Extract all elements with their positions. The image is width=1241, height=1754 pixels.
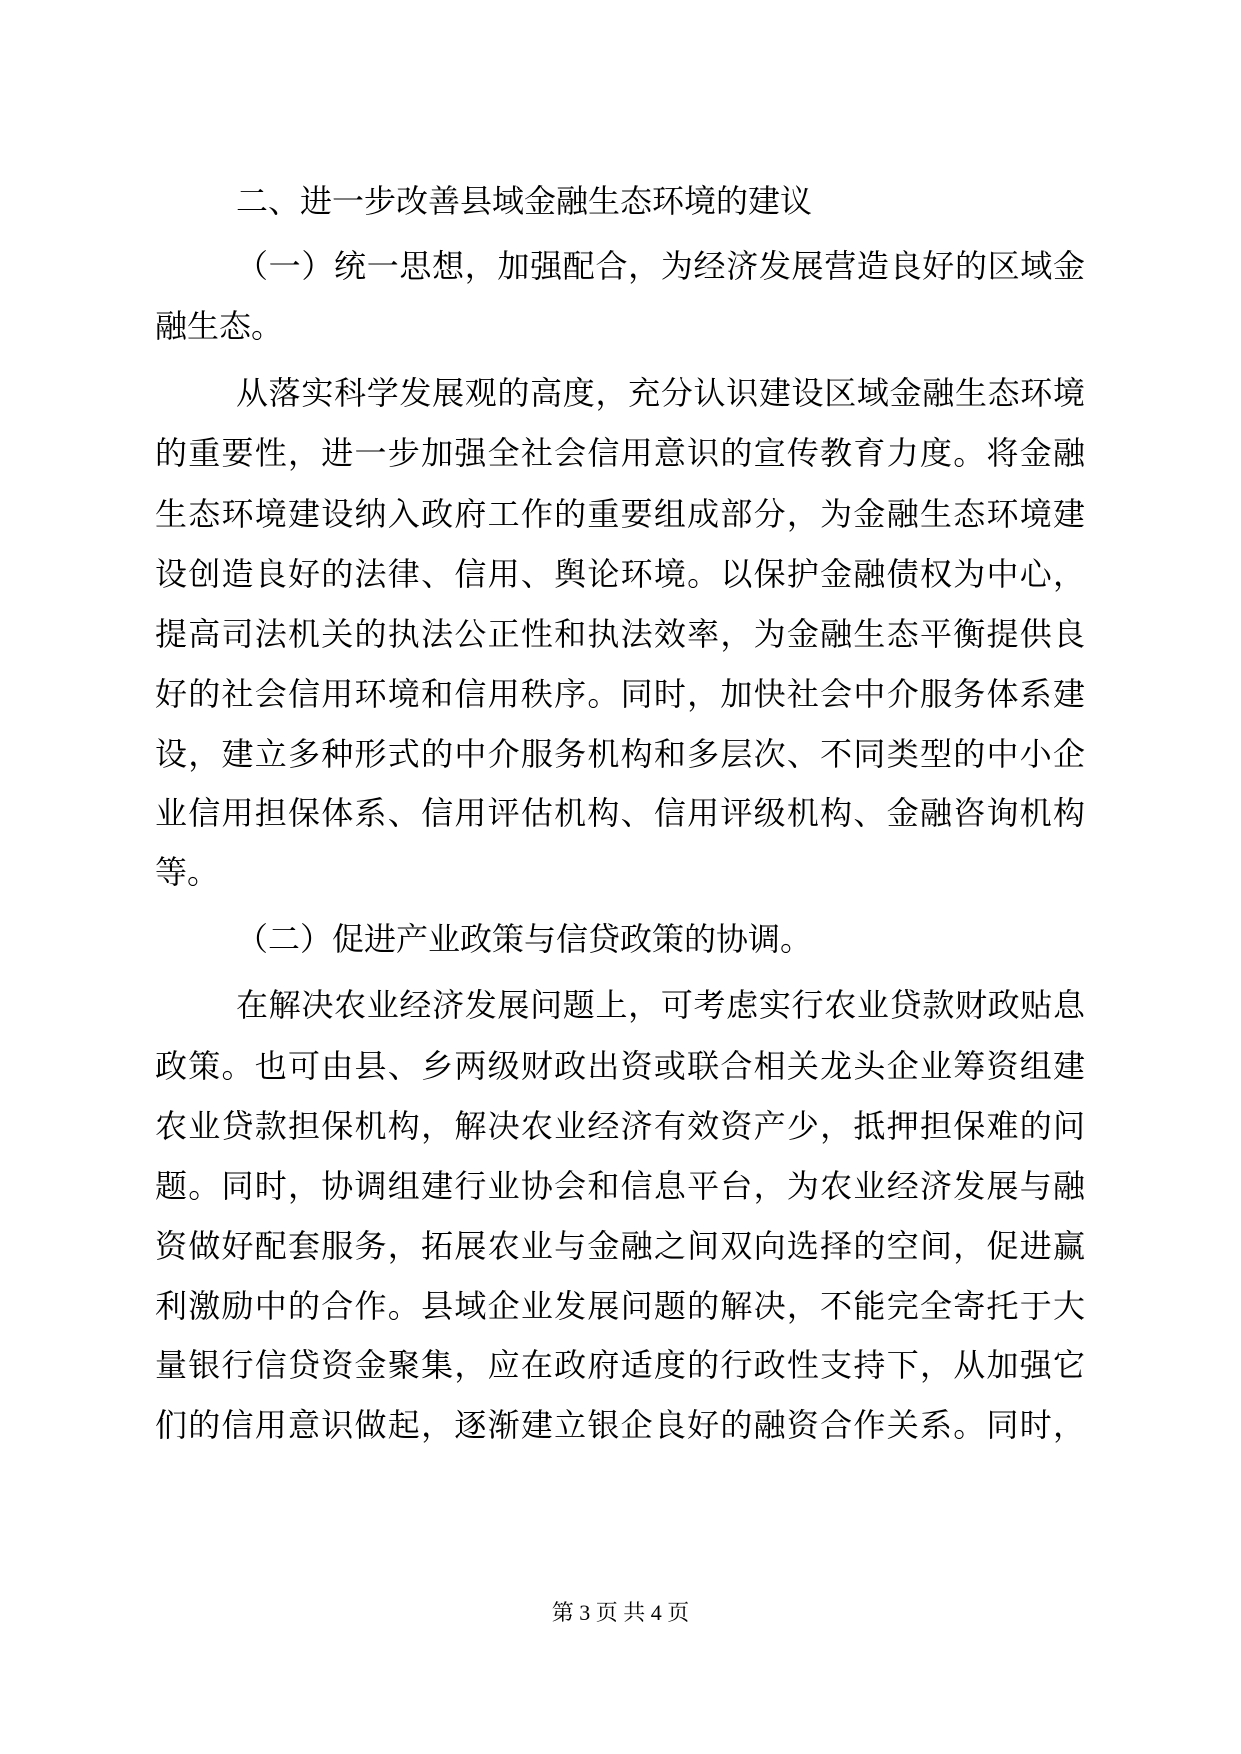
page-number-footer: 第 3 页 共 4 页 (551, 1600, 690, 1625)
paragraph-line: 业信用担保体系、信用评估机构、信用评级机构、金融咨询机构 (155, 794, 1085, 832)
paragraph-line: 在解决农业经济发展问题上，可考虑实行农业贷款财政贴息 (236, 986, 1085, 1024)
paragraph-line: 的重要性，进一步加强全社会信用意识的宣传教育力度。将金融 (155, 434, 1085, 472)
paragraph-line: 好的社会信用环境和信用秩序。同时，加快社会中介服务体系建 (155, 675, 1085, 713)
subsection-1-title-line: 融生态。 (155, 307, 284, 345)
paragraph-line: 利激励中的合作。县域企业发展问题的解决，不能完全寄托于大 (155, 1287, 1085, 1325)
paragraph-line: 生态环境建设纳入政府工作的重要组成部分，为金融生态环境建 (155, 495, 1085, 533)
paragraph-line: 设创造良好的法律、信用、舆论环境。以保护金融债权为中心， (155, 555, 1085, 593)
paragraph-line: 政策。也可由县、乡两级财政出资或联合相关龙头企业筹资组建 (155, 1047, 1085, 1085)
subsection-1-title-line: （一）统一思想，加强配合，为经济发展营造良好的区域金 (236, 247, 1085, 285)
paragraph-line: 设，建立多种形式的中介服务机构和多层次、不同类型的中小企 (155, 735, 1085, 773)
paragraph-line: 量银行信贷资金聚集，应在政府适度的行政性支持下，从加强它 (155, 1346, 1085, 1384)
paragraph-line: 资做好配套服务，拓展农业与金融之间双向选择的空间，促进赢 (155, 1227, 1085, 1265)
paragraph-line: 农业贷款担保机构，解决农业经济有效资产少，抵押担保难的问 (155, 1107, 1085, 1145)
paragraph-line: 等。 (155, 853, 220, 891)
paragraph-line: 们的信用意识做起，逐渐建立银企良好的融资合作关系。同时， (155, 1406, 1085, 1444)
subsection-2-title-line: （二）促进产业政策与信贷政策的协调。 (236, 920, 813, 958)
section-heading: 二、进一步改善县域金融生态环境的建议 (236, 182, 813, 220)
paragraph-line: 提高司法机关的执法公正性和执法效率，为金融生态平衡提供良 (155, 615, 1085, 653)
paragraph-line: 题。同时，协调组建行业协会和信息平台，为农业经济发展与融 (155, 1167, 1085, 1205)
paragraph-line: 从落实科学发展观的高度，充分认识建设区域金融生态环境 (236, 374, 1085, 412)
